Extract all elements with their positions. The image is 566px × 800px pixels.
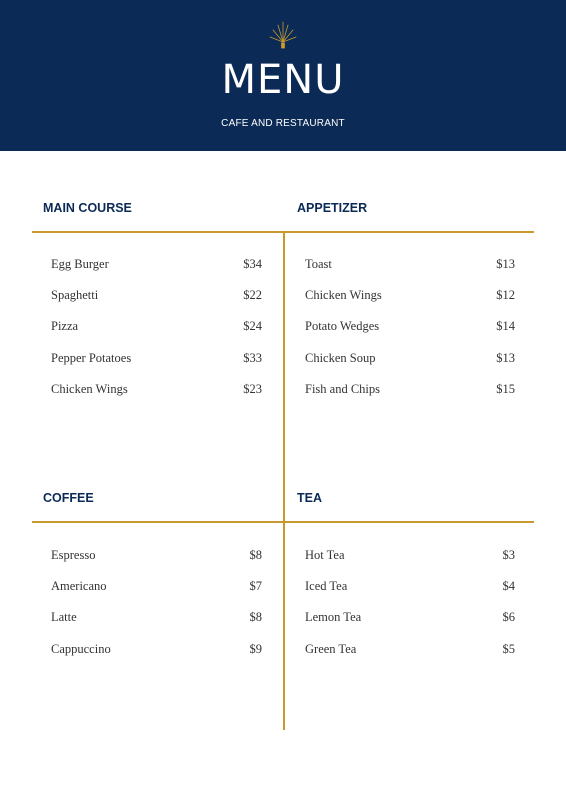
section-title-coffee: COFFEE — [43, 491, 94, 505]
menu-item-name: Green Tea — [305, 641, 357, 656]
section-title-appetizer: APPETIZER — [297, 201, 368, 215]
menu-item — [51, 248, 262, 279]
menu-item-price: $3 — [502, 547, 515, 562]
menu-item-name: Hot Tea — [305, 547, 345, 562]
menu-item — [51, 279, 262, 310]
menu-item-name: Americano — [51, 578, 107, 593]
menu-item — [51, 539, 262, 570]
menu-item-price: $7 — [249, 578, 262, 593]
menu-item-price: $6 — [502, 610, 515, 625]
menu-item — [51, 342, 262, 373]
menu-item — [305, 373, 515, 404]
section-title-main-course: MAIN COURSE — [43, 201, 132, 215]
menu-item-name: Iced Tea — [305, 578, 348, 593]
menu-item-name: Espresso — [51, 547, 96, 562]
menu-title: MENU — [221, 57, 345, 103]
appetizer-list — [305, 248, 515, 404]
menu-item — [51, 373, 262, 404]
sunburst-icon — [268, 20, 298, 50]
menu-item-price: $15 — [496, 381, 515, 396]
menu-item-price: $14 — [496, 319, 515, 334]
menu-item-name: Fish and Chips — [305, 381, 381, 396]
menu-item — [305, 248, 515, 279]
menu-item — [51, 633, 262, 664]
menu-header — [0, 0, 566, 151]
menu-item — [305, 633, 515, 664]
menu-item-name: Latte — [51, 610, 77, 625]
coffee-list — [51, 539, 262, 664]
menu-item — [305, 539, 515, 570]
menu-item-name: Spaghetti — [51, 287, 99, 302]
menu-item-price: $34 — [243, 256, 262, 271]
menu-item-price: $8 — [249, 610, 262, 625]
menu-item-name: Egg Burger — [51, 256, 109, 271]
menu-item-price: $4 — [502, 578, 515, 593]
menu-item — [305, 279, 515, 310]
menu-item-name: Chicken Wings — [305, 287, 382, 302]
menu-item — [51, 602, 262, 633]
menu-item-price: $23 — [243, 381, 262, 396]
menu-item-name: Chicken Soup — [305, 350, 376, 365]
menu-item — [305, 570, 515, 601]
main-course-list — [51, 248, 262, 404]
menu-item-price: $33 — [243, 350, 262, 365]
menu-item-name: Cappuccino — [51, 641, 111, 656]
menu-item — [305, 311, 515, 342]
menu-item-name: Lemon Tea — [305, 610, 362, 625]
menu-item-price: $8 — [249, 547, 262, 562]
menu-item-price: $22 — [243, 287, 262, 302]
menu-item-name: Potato Wedges — [305, 319, 380, 334]
menu-item-price: $13 — [496, 256, 515, 271]
menu-item — [305, 602, 515, 633]
section-title-tea: TEA — [297, 491, 322, 505]
menu-item-price: $5 — [502, 641, 515, 656]
tea-list — [305, 539, 515, 664]
menu-item-name: Chicken Wings — [51, 381, 128, 396]
divider-vertical — [283, 233, 285, 730]
menu-item-price: $24 — [243, 319, 262, 334]
menu-item-price: $12 — [496, 287, 515, 302]
menu-subtitle: CAFE AND RESTAURANT — [221, 118, 345, 129]
menu-item-price: $9 — [249, 641, 262, 656]
menu-item — [51, 311, 262, 342]
menu-item-name: Pepper Potatoes — [51, 350, 132, 365]
menu-item-name: Pizza — [51, 319, 79, 334]
menu-item — [51, 570, 262, 601]
menu-item — [305, 342, 515, 373]
menu-item-price: $13 — [496, 350, 515, 365]
menu-item-name: Toast — [305, 256, 332, 271]
